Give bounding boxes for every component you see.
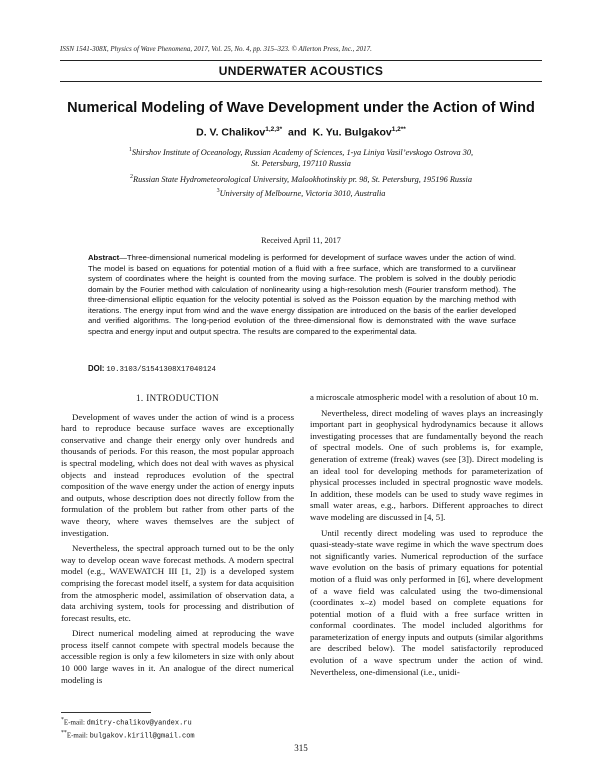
email-link-1[interactable]: dmitry-chalikov@yandex.ru bbox=[86, 719, 192, 728]
intro-heading: 1. INTRODUCTION bbox=[136, 393, 219, 403]
section-heading: UNDERWATER ACOUSTICS bbox=[218, 64, 384, 78]
received-date: Received April 11, 2017 bbox=[261, 236, 341, 245]
author-1: D. V. Chalikov bbox=[196, 126, 266, 139]
doi bbox=[88, 364, 516, 374]
affiliation-1 bbox=[60, 145, 542, 169]
footnotes bbox=[61, 712, 294, 742]
author-2-affil: 1,2** bbox=[391, 126, 406, 133]
doi-value[interactable]: 10.3103/S1541308X17040124 bbox=[106, 366, 216, 374]
affiliation-3-mark: 3 bbox=[216, 188, 220, 194]
abstract bbox=[88, 253, 516, 337]
paragraph: Nevertheless, the spectral approach turned out to be the only way to develop ocean wave forecast methods. A modern spectral model (e.g., WAVEWATCH III [1, 2]) is a developed system comprising the forecast model itself, a system for data acquisition from the atmospheric model, assimilation of observation data, a data archiving system, tools for processing and distribution of forecast results, etc. bbox=[61, 543, 294, 623]
footnote-1-mark: * bbox=[61, 717, 64, 723]
authors-and: and bbox=[288, 126, 307, 139]
affiliation-3-text: University of Melbourne, Victoria 3010, Australia bbox=[219, 188, 386, 198]
footnote-2-label: E-mail: bbox=[66, 731, 90, 740]
paragraph: Nevertheless, direct modeling of waves plays an increasingly important part in geophysical hydrodynamics because it allows investigating processes that are fundamentally beyond the reach of spectral models. One of such problems is, for example, generation of extreme (freak) waves (see [3]). Direct modeling is an ideal tool for developing methods for parameterization of physical processes included in spectral prognostic wave models. In addition, these models can be used to study wave regimes in small water areas, e.g., harbors. Different approaches to direct wave modeling are discussed in [4, 5]. bbox=[310, 407, 543, 522]
abstract-label: Abstract bbox=[88, 253, 120, 262]
section-rule bbox=[60, 81, 542, 82]
right-column bbox=[310, 392, 543, 682]
footnote-2 bbox=[61, 729, 294, 742]
affiliation-1-text-2: St. Petersburg, 197110 Russia bbox=[251, 158, 351, 168]
affiliation-1-text: Shirshov Institute of Oceanology, Russian Academy of Sciences, 1-ya Liniya Vasil’evskogo Ostrova 30, bbox=[131, 147, 474, 157]
author-2: K. Yu. Bulgakov bbox=[312, 126, 392, 139]
journal-header: ISSN 1541-308X, Physics of Wave Phenomena, 2017, Vol. 25, No. 4, pp. 315–323. © Allerton Press, Inc., 2017. bbox=[60, 45, 372, 53]
email-link-2[interactable]: bulgakov.kirill@gmail.com bbox=[89, 732, 195, 741]
affiliation-2-text: Russian State Hydrometeorological University, Malookhotinskiy pr. 98, St. Petersburg, 195196 Russia bbox=[133, 174, 472, 184]
affiliation-3 bbox=[60, 186, 542, 199]
top-rule bbox=[60, 60, 542, 61]
footnote-1-label: E-mail: bbox=[63, 718, 87, 727]
paragraph: a microscale atmospheric model with a resolution of about 10 m. bbox=[310, 392, 539, 402]
authors bbox=[60, 126, 542, 139]
paragraph: Direct numerical modeling aimed at reproducing the wave process itself cannot compete with spectral models because the accessible region is only a few kilometers in size with only about 10 000 large waves in it. An analogue of the direct numerical modeling is bbox=[61, 628, 294, 685]
doi-label: DOI: bbox=[88, 364, 105, 373]
affiliation-2-mark: 2 bbox=[130, 174, 133, 180]
footnote-2-mark: ** bbox=[61, 729, 67, 736]
paper-title: Numerical Modeling of Wave Development under the Action of Wind bbox=[67, 100, 535, 116]
abstract-text: —Three-dimensional numerical modeling is performed for development of surface waves under the action of wind. The model is based on equations for potential motion of a fluid with a free surface, which are transformed to a curvilinear system of coordinates where the height is counted from the moving surface. The problem is solved in the doubly periodic domain by the Fourier method with calculation of nonlinearity using a high-resolution mesh (Fourier transform method). The three-dimensional elliptic equation for the velocity potential is solved as the Poisson equation by the marching method with iterations. The energy input from wind and the wave energy dissipation are introduced on the basis of the earlier developed and verified algorithms. The long-period evolution of the three-dimensional flow is demonstrated with the wave surface spectra and energy input and output spectra. The results are compared to the experimental data. bbox=[88, 253, 516, 336]
author-1-affil: 1,2,3* bbox=[265, 126, 283, 133]
page-number: 315 bbox=[294, 743, 308, 753]
affiliation-1-mark: 1 bbox=[128, 147, 132, 153]
affiliation-2 bbox=[60, 172, 542, 185]
left-column bbox=[61, 392, 294, 690]
footnote-rule bbox=[61, 712, 151, 713]
paragraph: Until recently direct modeling was used to reproduce the quasi-steady-state wave regime in which the wave spectrum does not significantly varies. Numerical reproduction of the surface wave evolution on the basis of primary equations for potential motion of a fluid was only performed in [6], where development of a wave field was calculated using the two-dimensional (coordinates x–z) model based on complete equations for potential motion of a fluid with a free surface written in conformal coordinates. The model included algorithms for parameterization of energy inputs and outputs (similar algorithms are described below). The model satisfactorily reproduced evolution of a wave spectrum under the action of wind. Nevertheless, one-dimensional (i.e., unidi- bbox=[310, 527, 543, 677]
paragraph: Development of waves under the action of wind is a process hard to reproduce because surface waves are exceptionally conservative and change their energy only over hundreds and thousands of periods. For this reason, the most popular approach is spectral modeling, which does not deal with waves as physical objects and instead reproduces evolution of the spectral composition of the wave energy under the action of energy inputs and outputs, whose description does not directly follow from the formulation of the problem but rather from other parts of the wave theory, where waves themselves are the subject of investigation. bbox=[61, 411, 294, 538]
footnote-1 bbox=[61, 716, 294, 729]
